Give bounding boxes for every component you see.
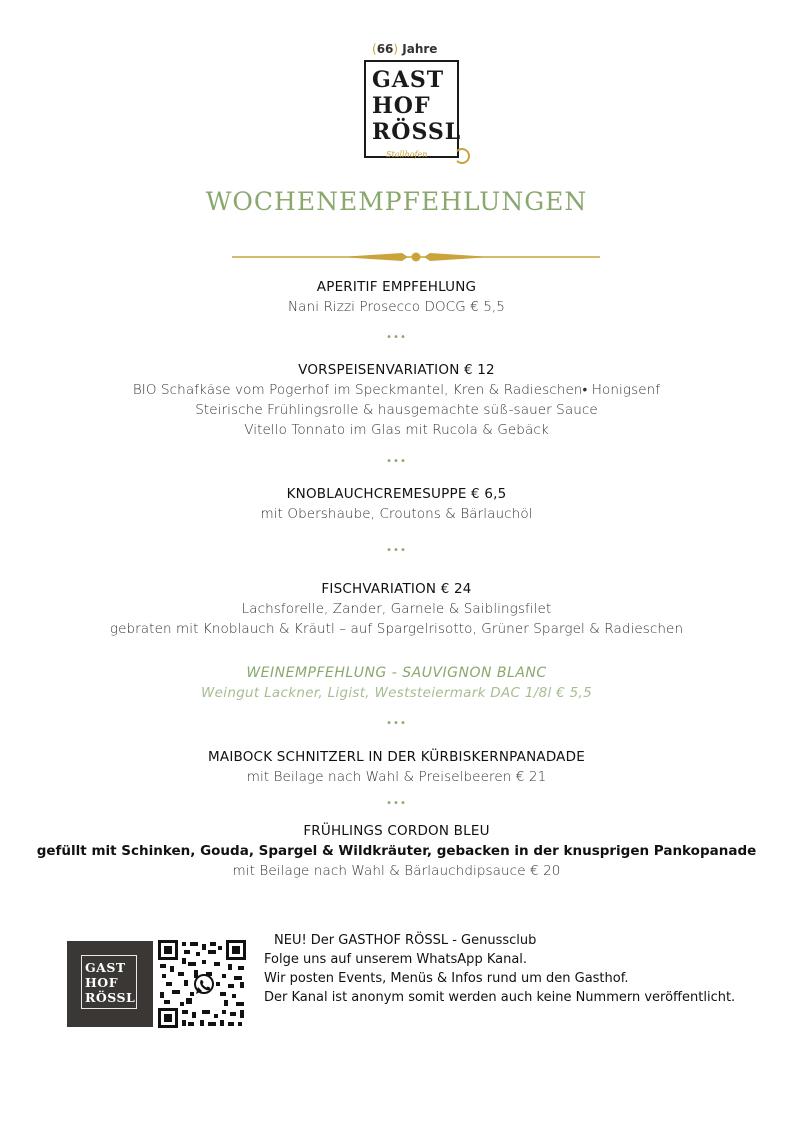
footer-line-4: Der Kanal ist anonym somit werden auch keine Nummern veröffentlicht. [264,990,736,1005]
cordon-line: mit Beilage nach Wahl & Bärlauchdipsauce € 20 [232,863,561,879]
aperitif-heading: APERITIF EMPFEHLUNG [316,279,477,295]
separator-dots: ••• [386,456,407,467]
logo-line-1: GAST [372,67,445,93]
footer-logo-line-3: RÖSSL [85,990,136,1005]
qr-code-icon[interactable] [158,940,246,1028]
fisch-heading: FISCHVARIATION € 24 [321,581,472,597]
suppe-heading: KNOBLAUCHCREMESUPPE € 6,5 [286,486,507,502]
whatsapp-icon [195,975,213,994]
separator-dots: ••• [386,798,407,809]
vorspeisen-heading: VORSPEISENVARIATION € 12 [298,362,495,378]
logo-script: Stallhofen [386,150,428,159]
logo-line-2: HOF [372,93,431,119]
vorspeisen-line: Vitello Tonnato im Glas mit Rucola & Gebäck [244,422,549,438]
suppe-line: mit Obershaube, Croutons & Bärlauchöl [260,506,533,522]
separator-dots: ••• [386,718,407,729]
fisch-line: gebraten mit Knoblauch & Kräutl – auf Spargelrisotto, Grüner Spargel & Radieschen [109,621,684,637]
logo [364,60,462,158]
ornament-divider-icon [232,250,600,264]
schnitzerl-heading: MAIBOCK SCHNITZERL IN DER KÜRBISKERNPANADADE [208,749,585,765]
vorspeisen-line: BIO Schafkäse vom Pogerhof im Speckmantel, Kren & Radieschen• Honigsenf [132,382,661,398]
logo-line-3: RÖSSL [372,119,462,145]
logo-swirl-icon [454,148,470,164]
schnitzerl-line: mit Beilage nach Wahl & Preiselbeeren € 21 [246,769,547,785]
fisch-line: Lachsforelle, Zander, Garnele & Saiblingsfilet [241,601,552,617]
wein-heading: WEINEMPFEHLUNG - SAUVIGNON BLANC [246,665,547,681]
vorspeisen-line: Steirische Frühlingsrolle & hausgemachte süß-sauer Sauce [195,402,598,418]
footer-line-2: Folge uns auf unserem WhatsApp Kanal. [264,952,528,967]
footer-logo-line-1: GAST [85,960,126,975]
footer-line-1: NEU! Der GASTHOF RÖSSL - Genussclub [274,933,537,948]
separator-dots: ••• [386,545,407,556]
wein-line: Weingut Lackner, Ligist, Weststeiermark DAC 1/8l € 5,5 [201,685,592,701]
separator-dots: ••• [386,332,407,343]
cordon-heading: FRÜHLINGS CORDON BLEU [303,823,490,839]
page-title: WOCHENEMPFEHLUNGEN [205,187,588,216]
cordon-line: gefüllt mit Schinken, Gouda, Spargel & Wildkräuter, gebacken in der knusprigen Pankopanade [36,843,757,859]
footer-logo [67,941,153,1027]
aperitif-line: Nani Rizzi Prosecco DOCG € 5,5 [287,299,505,315]
logo-years: (66) Jahre [372,42,438,56]
footer-logo-line-2: HOF [85,975,119,990]
footer-line-3: Wir posten Events, Menüs & Infos rund um den Gasthof. [264,971,629,986]
